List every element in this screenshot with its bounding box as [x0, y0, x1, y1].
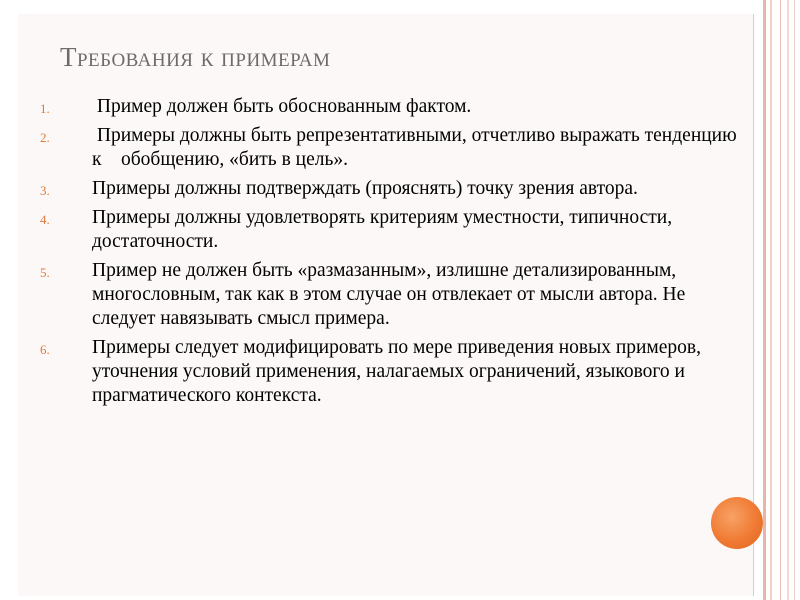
list-item-text: Примеры следует модифицировать по мере приведения новых примеров, уточнения условий применения, налагаемых ограничений, языкового и прагматического контекста.: [92, 337, 706, 406]
list-item-text: Примеры должны удовлетворять критериям уместности, типичности, достаточности.: [92, 207, 677, 252]
decorative-stripe: [787, 0, 789, 600]
list-item-text: Пример должен быть обоснованным фактом.: [92, 96, 472, 117]
decorative-stripe: [780, 0, 781, 600]
list-item-number: 3.: [40, 183, 50, 198]
decorative-orb-icon: [711, 497, 763, 549]
decorative-stripe: [794, 0, 795, 600]
list-item-text: Пример не должен быть «размазанным», излишне детализированным, многословным, так как в этом случае он отвлекает от мысли автора. Не следует навязывать смысл примера.: [92, 260, 691, 329]
decorative-stripe: [770, 0, 772, 600]
list-item: [40, 177, 740, 201]
decorative-stripe: [763, 0, 766, 600]
list-item-number: 1.: [40, 101, 50, 116]
slide-title: Требования к примерам: [60, 42, 331, 72]
list-item-number: 6.: [40, 342, 50, 357]
requirements-list: [40, 95, 740, 413]
list-item-text: Примеры должны быть репрезентативными, отчетливо выражать тенденцию к обобщению, «бить в цель».: [92, 125, 742, 170]
list-item: [40, 95, 740, 119]
list-item-number: 2.: [40, 130, 50, 145]
list-item-number: 4.: [40, 212, 50, 227]
list-item-number: 5.: [40, 265, 50, 280]
list-item: [40, 124, 740, 172]
list-item: [40, 259, 740, 331]
list-item: [40, 336, 740, 408]
list-item: [40, 206, 740, 254]
list-item-text: Примеры должны подтверждать (прояснять) точку зрения автора.: [92, 178, 638, 199]
